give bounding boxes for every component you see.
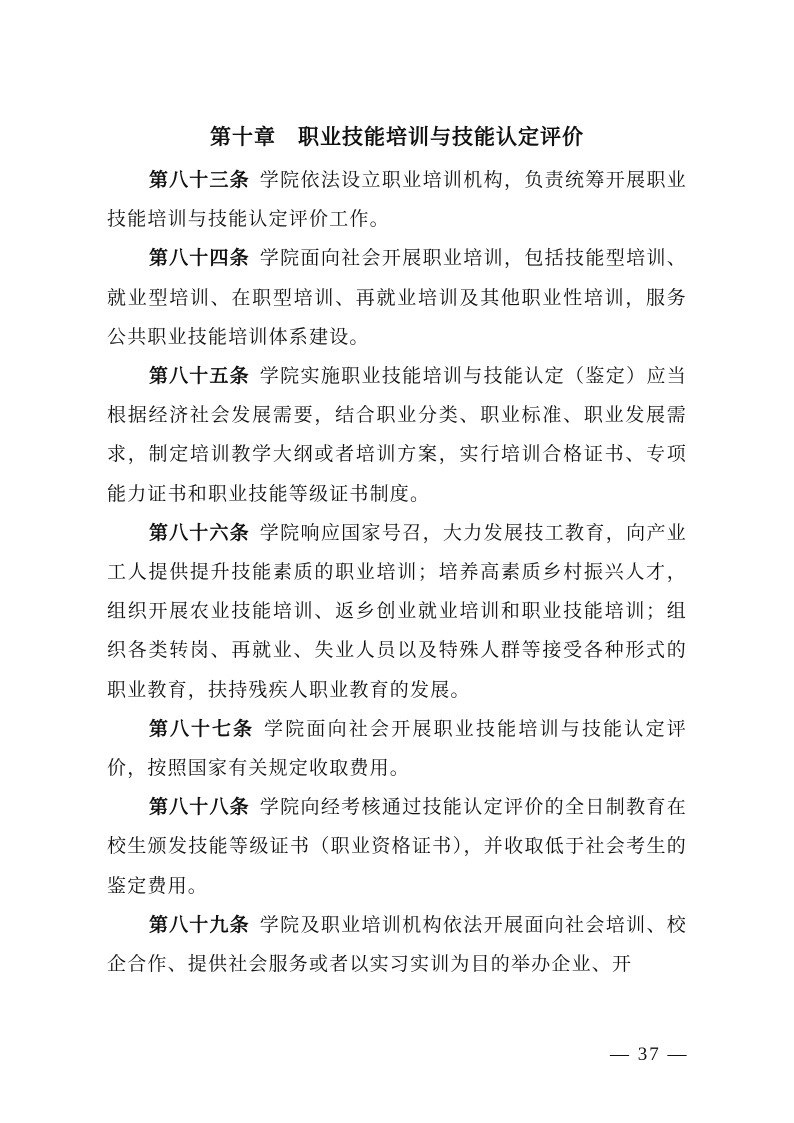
article-text: 学院及职业培训机构依法开展面向社会培训、校企合作、提供社会服务或者以实习实训为目的举办企业、开 — [107, 913, 687, 976]
article-88 — [107, 788, 687, 906]
article-text: 学院面向社会开展职业技能培训与技能认定评价，按照国家有关规定收取费用。 — [107, 717, 687, 780]
article-85 — [107, 357, 687, 514]
article-label: 第八十九条 — [149, 913, 250, 936]
chapter-heading — [0, 122, 794, 152]
article-86 — [107, 514, 687, 710]
article-label: 第八十三条 — [149, 169, 250, 191]
article-text: 学院依法设立职业培训机构，负责统筹开展职业技能培训与技能认定评价工作。 — [107, 169, 687, 231]
article-84 — [107, 239, 687, 357]
document-body — [107, 161, 687, 984]
article-label: 第八十六条 — [149, 521, 250, 544]
page-number: — 37 — — [610, 1044, 689, 1065]
article-83 — [107, 161, 687, 239]
article-text: 学院向经考核通过技能认定评价的全日制教育在校生颁发技能等级证书（职业资格证书），并收取低于社会考生的鉴定费用。 — [107, 796, 687, 897]
article-label: 第八十八条 — [149, 796, 250, 819]
article-label: 第八十四条 — [149, 247, 250, 270]
article-text: 学院实施职业技能培训与技能认定（鉴定）应当根据经济社会发展需要，结合职业分类、职业标准、职业发展需求，制定培训教学大纲或者培训方案，实行培训合格证书、专项能力证书和职业技能等级证书制度。 — [107, 365, 687, 505]
article-label: 第八十七条 — [149, 717, 254, 740]
article-text: 学院面向社会开展职业培训，包括技能型培训、就业型培训、在职型培训、再就业培训及其他职业性培训，服务公共职业技能培训体系建设。 — [107, 247, 687, 348]
chapter-title: 职业技能培训与技能认定评价 — [298, 125, 584, 149]
chapter-number: 第十章 — [210, 125, 276, 149]
article-89 — [107, 906, 687, 984]
article-label: 第八十五条 — [149, 365, 250, 388]
article-87 — [107, 710, 687, 788]
article-text: 学院响应国家号召，大力发展技工教育，向产业工人提供提升技能素质的职业培训；培养高素质乡村振兴人才，组织开展农业技能培训、返乡创业就业培训和职业技能培训；组织各类转岗、再就业、失业人员以及特殊人群等接受各种形式的职业教育，扶持残疾人职业教育的发展。 — [107, 521, 687, 701]
